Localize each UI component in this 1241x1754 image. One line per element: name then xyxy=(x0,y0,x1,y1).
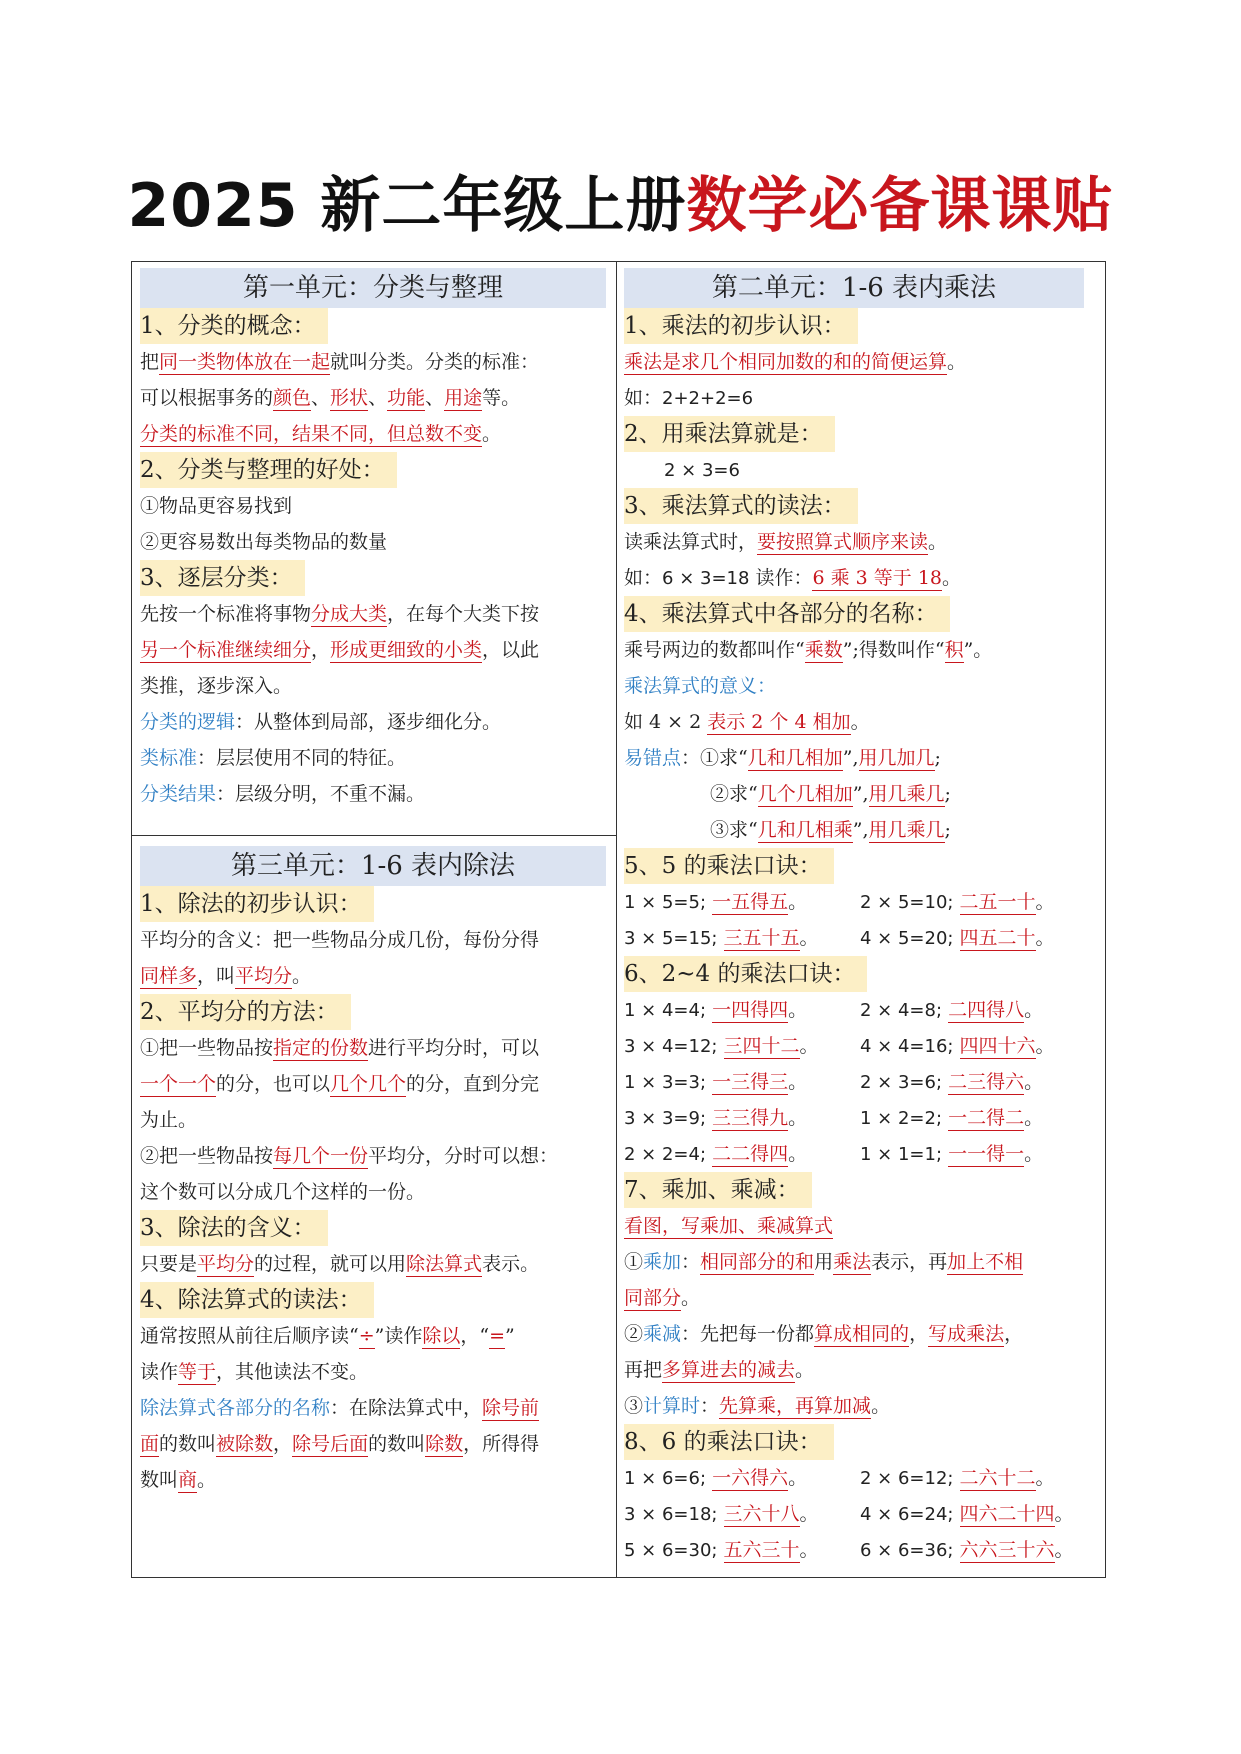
text-line: ③求“几和几相乘”,用几乘几; xyxy=(710,819,951,841)
formula-row: 2 × 2=4; 二二得四。 1 × 1=1; 一一得一。 xyxy=(624,1143,1044,1165)
text-line: 通常按照从前往后顺序读“÷”读作除以，“=” xyxy=(140,1325,515,1347)
text-line: 另一个标准继续细分，形成更细致的小类，以此 xyxy=(140,639,540,661)
unit-1 xyxy=(140,268,606,812)
text-line: ①乘加：相同部分的和用乘法表示，再加上不相 xyxy=(624,1251,1024,1273)
text-line: 乘号两边的数都叫作“乘数”;得数叫作“积”。 xyxy=(624,639,993,661)
text-line: 类推，逐步深入。 xyxy=(140,675,293,697)
text-line: 除法算式各部分的名称：在除法算式中，除号前 xyxy=(140,1397,540,1419)
unit-3 xyxy=(140,846,606,1498)
section-heading: 2、平均分的方法： xyxy=(140,994,606,1030)
section-heading: 3、乘法算式的读法： xyxy=(624,488,1096,524)
page-title xyxy=(0,168,1241,244)
text-line: 如 4 × 2 表示 2 个 4 相加。 xyxy=(624,711,870,733)
text-line: 乘法是求几个相同加数的和的简便运算。 xyxy=(624,351,967,373)
text-line: ②把一些物品按每几个一份平均分，分时可以想： xyxy=(140,1145,559,1167)
section-heading: 6、2~4 的乘法口诀： xyxy=(624,956,1096,992)
text-line: ②乘减：先把每一份都算成相同的，写成乘法， xyxy=(624,1323,1024,1345)
section-heading: 1、分类的概念： xyxy=(140,308,606,344)
formula-row: 3 × 5=15; 三五十五。 4 × 5=20; 四五二十。 xyxy=(624,927,1055,949)
unit-2 xyxy=(624,268,1096,1568)
unit-2-heading: 第二单元：1-6 表内乘法 xyxy=(624,268,1084,308)
section-heading: 5、5 的乘法口诀： xyxy=(624,848,1096,884)
formula-row: 1 × 5=5; 一五得五。 2 × 5=10; 二五一十。 xyxy=(624,891,1055,913)
text-line: 再把多算进去的减去。 xyxy=(624,1359,815,1381)
section-heading: 2、用乘法算就是： xyxy=(624,416,1096,452)
text-line: 分类的标准不同，结果不同，但总数不变。 xyxy=(140,423,502,445)
text-line: 易错点：①求“几和几相加”,用几加几; xyxy=(624,747,941,769)
text-line: 如：2+2+2=6 xyxy=(624,387,754,409)
section-heading: 3、除法的含义： xyxy=(140,1210,606,1246)
text-line: ①物品更容易找到 xyxy=(140,495,293,517)
formula-row: 1 × 6=6; 一六得六。 2 × 6=12; 二六十二。 xyxy=(624,1467,1055,1489)
formula-row: 1 × 4=4; 一四得四。 2 × 4=8; 二四得八。 xyxy=(624,999,1044,1021)
section-heading: 3、逐层分类： xyxy=(140,560,606,596)
text-line: 这个数可以分成几个这样的一份。 xyxy=(140,1181,426,1203)
text-line: 数叫商。 xyxy=(140,1469,217,1491)
text-line: 读作等于，其他读法不变。 xyxy=(140,1361,369,1383)
text-line: 如：6 × 3=18 读作：6 乘 3 等于 18。 xyxy=(624,567,962,589)
title-red: 数学必备课课贴 xyxy=(686,171,1114,241)
section-heading: 7、乘加、乘减： xyxy=(624,1172,1096,1208)
formula-row: 3 × 3=9; 三三得九。 1 × 2=2; 一二得二。 xyxy=(624,1107,1044,1129)
text-line: 乘法算式的意义： xyxy=(624,675,777,697)
unit-divider xyxy=(132,835,616,836)
text-line: 只要是平均分的过程，就可以用除法算式表示。 xyxy=(140,1253,540,1275)
text-line: ②求“几个几相加”,用几乘几; xyxy=(710,783,951,805)
text-line: 把同一类物体放在一起就叫分类。分类的标准： xyxy=(140,351,540,373)
formula-row: 3 × 6=18; 三六十八。 4 × 6=24; 四六二十四。 xyxy=(624,1503,1074,1525)
text-line: 类标准：层层使用不同的特征。 xyxy=(140,747,407,769)
text-line: 为止。 xyxy=(140,1109,198,1131)
formula-row: 1 × 3=3; 一三得三。 2 × 3=6; 二三得六。 xyxy=(624,1071,1044,1093)
text-line: ②更容易数出每类物品的数量 xyxy=(140,531,388,553)
text-line: 面的数叫被除数，除号后面的数叫除数，所得得 xyxy=(140,1433,540,1455)
text-line: 可以根据事务的颜色、形状、功能、用途等。 xyxy=(140,387,521,409)
section-heading: 4、除法算式的读法： xyxy=(140,1282,606,1318)
text-line: 读乘法算式时，要按照算式顺序来读。 xyxy=(624,531,948,553)
text-line: 分类结果：层级分明，不重不漏。 xyxy=(140,783,426,805)
text-line: 同样多，叫平均分。 xyxy=(140,965,312,987)
column-divider xyxy=(616,262,617,1577)
formula-row: 3 × 4=12; 三四十二。 4 × 4=16; 四四十六。 xyxy=(624,1035,1055,1057)
text-line: ①把一些物品按指定的份数进行平均分时，可以 xyxy=(140,1037,540,1059)
formula-row: 5 × 6=30; 五六三十。 6 × 6=36; 六六三十六。 xyxy=(624,1539,1074,1561)
text-line: 一个一个的分，也可以几个几个的分，直到分完 xyxy=(140,1073,540,1095)
text-line: 同部分。 xyxy=(624,1287,701,1309)
text-line: 2 × 3=6 xyxy=(664,460,740,481)
section-heading: 2、分类与整理的好处： xyxy=(140,452,606,488)
summary-sheet xyxy=(131,261,1106,1578)
unit-3-heading: 第三单元：1-6 表内除法 xyxy=(140,846,606,886)
text-line: 先按一个标准将事物分成大类，在每个大类下按 xyxy=(140,603,540,625)
section-heading: 4、乘法算式中各部分的名称： xyxy=(624,596,1096,632)
title-black: 2025 新二年级上册 xyxy=(127,171,687,241)
text-line: 分类的逻辑：从整体到局部，逐步细化分。 xyxy=(140,711,502,733)
section-heading: 8、6 的乘法口诀： xyxy=(624,1424,1096,1460)
section-heading: 1、除法的初步认识： xyxy=(140,886,606,922)
section-heading: 1、乘法的初步认识： xyxy=(624,308,1096,344)
unit-1-heading: 第一单元：分类与整理 xyxy=(140,268,606,308)
text-line: ③计算时：先算乘，再算加减。 xyxy=(624,1395,891,1417)
text-line: 平均分的含义：把一些物品分成几份，每份分得 xyxy=(140,929,540,951)
text-line: 看图，写乘加、乘减算式 xyxy=(624,1215,834,1237)
